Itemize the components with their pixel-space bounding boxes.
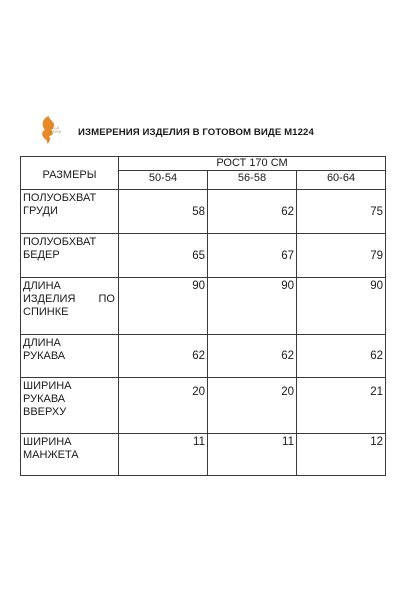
table-cell: 79	[297, 234, 386, 278]
row-label	[21, 378, 119, 434]
row-label-line: ДЛИНА	[23, 337, 61, 349]
table-row	[21, 234, 386, 278]
table-cell: 90	[119, 278, 208, 335]
logo-text-line: ELLA	[50, 126, 59, 130]
row-label	[21, 278, 119, 335]
table-cell: 90	[208, 278, 297, 335]
row-label-line: ШИРИНА	[23, 380, 72, 392]
table-row	[21, 278, 386, 335]
row-label-line: РУКАВА	[23, 393, 66, 405]
row-label	[21, 190, 119, 234]
table-cell: 21	[297, 378, 386, 434]
row-label-line: ПОЛУОБХВАТ	[23, 236, 97, 248]
row-label-line: ГРУДИ	[23, 205, 58, 217]
table-cell: 62	[208, 190, 297, 234]
table-cell: 62	[208, 335, 297, 378]
row-label-line: ПОЛУОБХВАТ	[23, 192, 97, 204]
size-column-header: 56-58	[208, 171, 297, 190]
row-label-line: ШИРИНА	[23, 436, 72, 448]
table-cell: 20	[119, 378, 208, 434]
sizes-header: РАЗМЕРЫ	[21, 157, 119, 190]
logo-text-line: STYLE	[50, 130, 62, 134]
table-cell: 58	[119, 190, 208, 234]
row-label-line: РУКАВА	[23, 350, 66, 362]
row-label-line: ДЛИНА	[23, 280, 61, 292]
table-cell: 67	[208, 234, 297, 278]
size-column-header: 60-64	[297, 171, 386, 190]
table-cell: 75	[297, 190, 386, 234]
table-cell: 11	[208, 434, 297, 476]
row-label	[21, 335, 119, 378]
table-cell: 11	[119, 434, 208, 476]
table-cell: 62	[297, 335, 386, 378]
row-label-line: ВВЕРХУ	[23, 406, 67, 418]
size-table	[20, 156, 386, 476]
row-label-line: СПИНКЕ	[23, 306, 69, 318]
page-title: ИЗМЕРЕНИЯ ИЗДЕЛИЯ В ГОТОВОМ ВИДЕ М1224	[78, 127, 314, 138]
table-cell: 62	[119, 335, 208, 378]
row-label-line: БЕДЕР	[23, 249, 60, 261]
table-row	[21, 190, 386, 234]
table-row	[21, 434, 386, 476]
table-cell: 20	[208, 378, 297, 434]
table-cell: 65	[119, 234, 208, 278]
logo-text	[50, 126, 62, 134]
row-label	[21, 434, 119, 476]
height-header: РОСТ 170 СМ	[119, 157, 386, 171]
table-row	[21, 378, 386, 434]
table-cell: 12	[297, 434, 386, 476]
row-label-line: МАНЖЕТА	[23, 449, 79, 461]
row-label-line: ИЗДЕЛИЯ ПО	[23, 293, 115, 305]
size-column-header: 50-54	[119, 171, 208, 190]
row-label	[21, 234, 119, 278]
table-row	[21, 335, 386, 378]
table-header-row	[21, 157, 386, 171]
table-cell: 90	[297, 278, 386, 335]
